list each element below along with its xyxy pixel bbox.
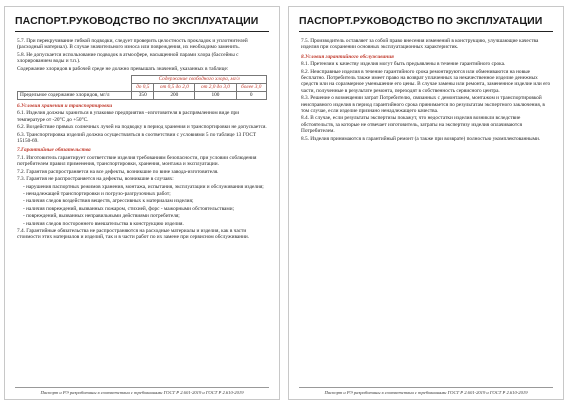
paragraph-8-2: 8.2. Неисправные изделия в течение гарантийного срока ремонтируются или обмениваются на новые бесплатно. Потребитель также имеет право на возврат уплаченных за некачественное изделие денежных средств или на соразмерное уменьшение его цены. В случае замены или ремонта, замененное изделие или его части, полученные в результате ремонта, переходят в собственность сервисного центра. <box>301 68 551 94</box>
table-cell: 200 <box>154 92 195 100</box>
paragraph-7-5: 7.5. Производитель оставляет за собой право внесения изменений в конструкцию, улучшающие качества изделия при сохранении основных эксплуатационных характеристик. <box>301 38 539 51</box>
list-item: - повреждений, вызванных неправильными действиями потребителя; <box>23 213 180 220</box>
section-heading-7: 7.Гарантийные обязательства <box>17 147 91 154</box>
list-item: - наличия повреждений, вызванных пожаром, стихией, форс - мажорными обстоятельствами; <box>23 205 235 212</box>
table-col-header: более 3,0 <box>236 84 266 92</box>
left-page <box>4 6 280 400</box>
paragraph-6-1: 6.1. Изделия должны храниться в упаковке предприятия –изготовителя в распрямленном виде при температуре от -20°С до +50°С. <box>17 110 240 123</box>
page-title: ПАСПОРТ.РУКОВОДСТВО ПО ЭКСПЛУАТАЦИИ <box>299 15 553 32</box>
left-body <box>17 38 267 241</box>
paragraph-5-8: 5.8. Не допускается использование подводок в атмосфере, насыщенной парами хлора (бассейны с хлорированием воды и т.п.). <box>17 51 239 65</box>
page-footer: Паспорт и РЭ разработаны в соответствии с требованиями ГОСТ Р 2.601-2019 и ГОСТ Р 2.610-2019 <box>299 387 553 395</box>
table-col-header: от 2,0 до 3,0 <box>195 84 236 92</box>
table-cell: 100 <box>195 92 236 100</box>
paragraph-8-4: 8.4. В случае, если результаты экспертизы покажут, что недостатки изделия возникли вследствие обстоятельств, за которые не отвечает изготовитель, затраты на экспертизу изделия оплачиваются Потребителем. <box>301 115 523 135</box>
table-col-header: от 0,5 до 2,0 <box>154 84 195 92</box>
table-cell: 350 <box>132 92 154 100</box>
table-row-label: Предельное содержание хлоридов, мг/л <box>18 92 132 100</box>
paragraph-5-7: 5.7. При перекручивание гибкой подводки, следует проверить целостность прокладок и уплотнителей (расходный материал). В случае значительного износа или повреждения, их необходимо заменить. <box>17 38 248 51</box>
list-item: - нарушения паспортных режимов хранения, монтажа, испытания, эксплуатации и обслуживания изделия; <box>23 183 264 190</box>
paragraph-8-1: 8.1. Претензии к качеству изделия могут быть предъявлены в течение гарантийного срока. <box>301 61 506 68</box>
section-heading-8: 8.Условия гарантийного обслуживания <box>301 53 394 60</box>
paragraph-7-4: 7.4. Гарантийные обязательства не распространяются на расходные материалы и изделия, как в части стоимости этих материалов и изделий, так и в части работ по их замене при сервисном обслуживании. <box>17 227 250 241</box>
paragraph-8-5: 8.5. Изделия принимаются в гарантийный ремонт (а также при возврате) полностью укомплектованными. <box>301 135 541 142</box>
paragraph-6-2: 6.2. Воздействие прямых солнечных лучей на подводку в период хранения и транспортировки не допускается. <box>17 124 267 131</box>
paragraph-8-3: 8.3. Решение о возмещении затрат Потребителю, связанных с демонтажем, монтажом и транспортировкой неисправного изделия в период гарантийного срока принимается по результатам экспертного заключения, в том случае, если изделие признано ненадлежащего качества. <box>301 95 545 115</box>
right-page <box>288 6 564 400</box>
list-item: - наличия следов постороннего вмешательства в конструкцию изделия. <box>23 220 184 227</box>
page-title: ПАСПОРТ.РУКОВОДСТВО ПО ЭКСПЛУАТАЦИИ <box>15 15 269 32</box>
section-heading-6: 6.Условия хранения и транспортировки <box>17 103 113 110</box>
list-item: - ненадлежащей транспортировки и погрузо-разгрузочных работ; <box>23 190 171 197</box>
list-item: - наличия следов воздействия веществ, агрессивных к материалам изделия; <box>23 198 194 205</box>
table-group-header: Содержание свободного хлора, мг/л <box>132 76 267 84</box>
paragraph-6-3: 6.3. Транспортировка изделий должна осуществляться в соответствии с условиями 5 по таблице 13 ГОСТ 15150-69. <box>17 131 257 145</box>
chlorine-table <box>17 75 267 100</box>
table-cell: 0 <box>236 92 266 100</box>
paragraph-7-1: 7.1. Изготовитель гарантирует соответствие изделия требованиям безопасности, при условии соблюдения потребителем правил применения, транспортировки, хранения, монтажа и эксплуатации. <box>17 154 257 168</box>
page-footer: Паспорт и РЭ разработаны в соответствии с требованиями ГОСТ Р 2.601-2019 и ГОСТ Р 2.610-2019 <box>15 387 269 395</box>
paragraph-5-8-table-intro: Содержание хлоридов в рабочей среде не должно превышать значений, указанных в таблице: <box>17 65 229 72</box>
table-col-header: до 0,5 <box>132 84 154 92</box>
right-body <box>301 38 551 142</box>
paragraph-7-3: 7.3. Гарантия не распространяется на дефекты, возникшие в случаях: <box>17 176 174 183</box>
paragraph-7-2: 7.2. Гарантия распространяется на все дефекты, возникшие по вине завода-изготовителя. <box>17 168 219 175</box>
table-corner <box>18 76 132 92</box>
